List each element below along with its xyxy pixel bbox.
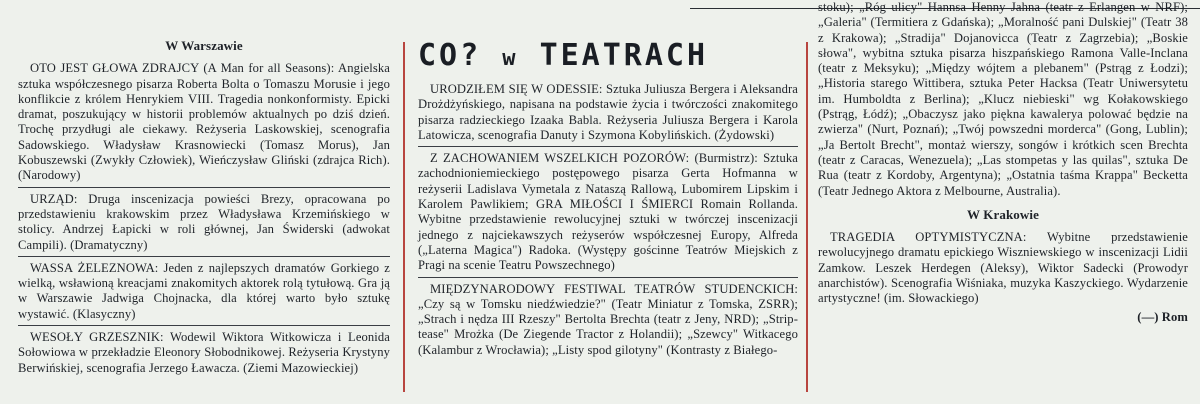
- separator: [418, 277, 798, 278]
- article-urodzilem-sie: URODZIŁEM SIĘ W ODESSIE: Sztuka Juliusza Bergera i Aleksandra Drożdżyńskiego, napisana na podstawie życia i twórczości znakomitego pisarza radzieckiego Izaaka Babla. Reżyseria Juliusza Bergera i Karola Latowicza, scenografia Danuty i Szymona Kobylińskich. (Żydowski): [418, 82, 798, 142]
- column-middle: [418, 82, 798, 361]
- article-wesoly-grzesznik: WESOŁY GRZESZNIK: Wodewil Wiktora Witkowicza i Leonida Sołowiowa w przekładzie Eleonory Słobodnikowej. Reżyseria Krystyny Berwińskiej, scenografia Jerzego Ławacza. (Ziemi Mazowieckiej): [18, 330, 390, 375]
- separator: [18, 187, 390, 188]
- page-title: [418, 38, 802, 73]
- section-heading-warsaw: W Warszawie: [165, 38, 243, 53]
- separator: [418, 146, 798, 147]
- separator: [18, 325, 390, 326]
- article-urzad: URZĄD: Druga inscenizacja powieści Brezy, opracowana po przedstawieniu krakowskim przez Władysława Krzemińskiego w stolicy. Andrzej Łapicki w roli głównej, Jan Świderski (adwokat Campili). (Dramatyczny): [18, 191, 390, 252]
- article-glowa-zdrajcy: OTO JEST GŁOWA ZDRAJCY (A Man for all Seasons): Angielska sztuka współczesnego pisarza Roberta Bolta o Tomaszu Morusie i jego konflikcie z królem Henrykiem VIII. Tragedia nonkonformisty. Epicki dramat, poszukujący w historii problemów aktualnych po dziś dzień. Trochę przydługi ale ciekawy. Reżyseria Laskowskiej, scenografia Sadowskiego. Władysław Krasnowiecki (Tomasz Morus), Jan Kobuszewski (Zwykły Człowiek), Wieńczysław Gliński (zdrajca Rich). (Narodowy): [18, 61, 390, 183]
- article-z-zachowaniem: Z ZACHOWANIEM WSZELKICH POZORÓW: (Burmistrz): Sztuka zachodnioniemieckiego postępowego pisarza Gerta Hofmanna w reżyserii Ladislava Vymetala z Nataszą Rallową, Lubomirem Lipskim i Karolem Pawlikiem; GRA MIŁOŚCI I ŚMIERCI Romain Rollanda. Wybitne przedstawienie rewolucyjnej sztuki w twórczej inscenizacji jednego z najciekawszych reżyserów współczesnej Europy, Alfreda („Laterna Magica") Radoka. (Występy gościnne Teatrów Miejskich z Pragi na scenie Teatru Powszechnego): [418, 151, 798, 273]
- title-part-co: CO?: [418, 38, 482, 73]
- separator: [18, 256, 390, 257]
- red-column-rule: [403, 42, 405, 392]
- column-right: [818, 0, 1188, 325]
- article-tragedia-optymistyczna: TRAGEDIA OPTYMISTYCZNA: Wybitne przedstawienie rewolucyjnego dramatu epickiego Wiszniewskiego w inscenizacji Lidii Zamkow. Leszek Herdegen (Aleksy), Wiktor Sadecki (Prowodyr anarchistów). Scenografia Wiśniaka, muzyka Kaszyckiego. Wydarzenie artystyczne! (im. Słowackiego): [818, 230, 1188, 306]
- red-column-rule: [806, 42, 808, 392]
- title-part-teatrach: TEATRACH: [539, 38, 709, 73]
- article-festiwal-continued: stoku); „Róg ulicy" Hannsa Henny Jahna (teatr z Erlangen w NRF); „Galeria" (Termitiera z Gdańska); „Moralność pani Dulskiej" (Teatr 38 z Krakowa); „Stradija" Dojanovicca (Teatr z Zagrzebia); „Boskie słowa", wybitna sztuka pisarza hiszpańskiego Ramona Valle-Inclana (teatr z Meksyku); „Między wójtem a plebanem" (Pstrąg z Łodzi); „Historia starego Wittibera, sztuka Peter Hacksa (Teatr Uniwersytetu im. Humboldta z Berlina); „Klucz niebieski" wg Kołakowskiego (Pstrąg, Łódź); „Obaczysz jako piękna kawalerya polować będzie na zwierza" (Nurt, Poznań); „Twój powszedni morderca" (Gong, Lublin); „Ja Bertolt Brecht", montaż wierszy, songów i krótkich scen Brechta (teatr z Caracas, Wenezuela); „Las stompetas y las quilas", sztuka De Rua (teatr z Kordoby, Argentyna); „Ostatnia taśma Krappa" Becketta (Teatr Jednego Aktora z Melbourne, Australia).: [818, 0, 1188, 198]
- column-warsaw: [18, 34, 390, 379]
- section-heading-krakow: W Krakowie: [967, 206, 1039, 222]
- title-part-w: w: [502, 46, 519, 71]
- author-signature: (—) Rom: [1137, 309, 1188, 324]
- article-festiwal: MIĘDZYNARODOWY FESTIWAL TEATRÓW STUDENCKICH: „Czy są w Tomsku niedźwiedzie?" (Teatr Miniatur z Tomska, ZSRR); „Strach i nędza III Rzeszy" Bertolta Brechta (teatr z Jeny, NRD); „Strip-tease" Mrożka (De Ziegende Tractor z Holandii); „Szewcy" Witkacego (Kalambur z Wrocławia); „Listy spod gilotyny" (Kontrasty z Białego-: [418, 281, 798, 357]
- article-wassa-zeleznowa: WASSA ŻELEZNOWA: Jeden z najlepszych dramatów Gorkiego z wielką, wsławioną kreacjami znakomitych aktorek rolą tytułową. Gra ją w Warszawie Jadwiga Chojnacka, dla której warto było sztukę wystawić. (Klasyczny): [18, 260, 390, 321]
